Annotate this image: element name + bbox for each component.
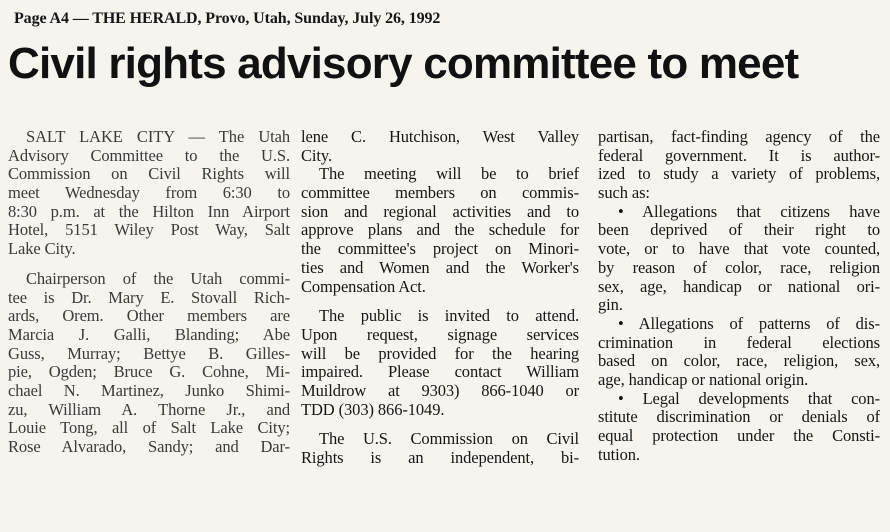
bullet-election-discrimination xyxy=(598,315,880,390)
text-line: Commission on Civil Rights will xyxy=(8,165,290,184)
text-line: TDD (303) 866-1049. xyxy=(301,400,445,419)
paragraph-commission-continued xyxy=(598,128,880,203)
text-line: • Legal developments that con- xyxy=(618,389,880,408)
text-line: based on color, race, religion, sex, xyxy=(598,352,880,371)
text-line: vote, or to have that vote counted, xyxy=(598,240,880,259)
text-line: Advisory Committee to the U.S. xyxy=(8,146,290,165)
article-headline: Civil rights advisory committee to meet xyxy=(8,39,799,88)
text-line: stitute discrimination or denials of xyxy=(598,408,880,427)
text-line: Marcia J. Galli, Blanding; Abe xyxy=(8,325,290,344)
text-line: age, handicap or national origin. xyxy=(598,370,809,389)
text-line: federal government. It is author- xyxy=(598,146,880,165)
text-line: approve plans and the schedule for xyxy=(301,221,579,240)
text-line: Compensation Act. xyxy=(301,277,426,296)
text-line: sex, age, handicap or national ori- xyxy=(598,277,880,296)
paragraph-members xyxy=(8,270,290,457)
text-line: City. xyxy=(301,146,332,165)
text-line: the committee's project on Minori- xyxy=(301,240,579,259)
text-line: Louie Tong, all of Salt Lake City; xyxy=(8,419,290,438)
text-line: • Allegations of patterns of dis- xyxy=(618,314,880,333)
text-line: Muildrow at 9303) 866-1040 or xyxy=(301,381,579,400)
paragraph-members-continued xyxy=(301,128,579,165)
text-line: Rights is an independent, bi- xyxy=(301,449,579,467)
text-line: Rose Alvarado, Sandy; and Dar- xyxy=(8,438,290,456)
text-line: been deprived of their right to xyxy=(598,221,880,240)
text-line: gin. xyxy=(598,296,623,315)
text-line: committee members on commis- xyxy=(301,184,579,203)
text-line: impaired. Please contact William xyxy=(301,363,579,382)
text-line: The meeting will be to brief xyxy=(319,165,579,184)
text-line: such as: xyxy=(598,184,650,203)
paragraph-meeting-purpose xyxy=(301,165,579,296)
text-line: Lake City. xyxy=(8,240,76,259)
text-line: Chairperson of the Utah commi- xyxy=(26,269,290,288)
text-line: equal protection under the Consti- xyxy=(598,427,880,445)
bullet-voting-rights xyxy=(598,203,880,315)
text-line: partisan, fact-finding agency of the xyxy=(598,128,880,146)
paragraph-public-invite xyxy=(301,307,579,419)
paragraph-commission xyxy=(301,430,579,467)
article-column-2 xyxy=(301,128,579,526)
article-column-3 xyxy=(598,128,880,526)
bullet-legal-developments xyxy=(598,390,880,465)
text-line: zu, William A. Thorne Jr., and xyxy=(8,400,290,419)
text-line: lene C. Hutchison, West Valley xyxy=(301,128,579,146)
text-line: tution. xyxy=(598,445,640,464)
text-line: 8:30 p.m. at the Hilton Inn Airport xyxy=(8,202,290,221)
text-line: by reason of color, race, religion xyxy=(598,258,880,277)
text-line: ards, Orem. Other members are xyxy=(8,307,290,326)
text-line: • Allegations that citizens have xyxy=(618,202,880,221)
text-line: Hotel, 5151 Wiley Post Way, Salt xyxy=(8,221,290,240)
page-dateline: Page A4 — THE HERALD, Provo, Utah, Sunday, July 26, 1992 xyxy=(14,10,441,27)
text-line: will be provided for the hearing xyxy=(301,344,579,363)
text-line: crimination in federal elections xyxy=(598,333,880,352)
text-line: SALT LAKE CITY — The Utah xyxy=(26,128,290,146)
text-line: pie, Ogden; Bruce G. Cohne, Mi- xyxy=(8,363,290,382)
text-line: Guss, Murray; Bettye B. Gilles- xyxy=(8,344,290,363)
paragraph-intro xyxy=(8,128,290,259)
text-line: sion and regional activities and to xyxy=(301,202,579,221)
text-line: Upon request, signage services xyxy=(301,325,579,344)
text-line: chael N. Martinez, Junko Shimi- xyxy=(8,381,290,400)
text-line: The public is invited to attend. xyxy=(319,307,579,326)
text-line: ties and Women and the Worker's xyxy=(301,258,579,277)
text-line: meet Wednesday from 6:30 to xyxy=(8,184,290,203)
article-column-1 xyxy=(8,128,290,526)
text-line: The U.S. Commission on Civil xyxy=(319,430,579,449)
text-line: tee is Dr. Mary E. Stovall Rich- xyxy=(8,288,290,307)
text-line: ized to study a variety of problems, xyxy=(598,165,880,184)
